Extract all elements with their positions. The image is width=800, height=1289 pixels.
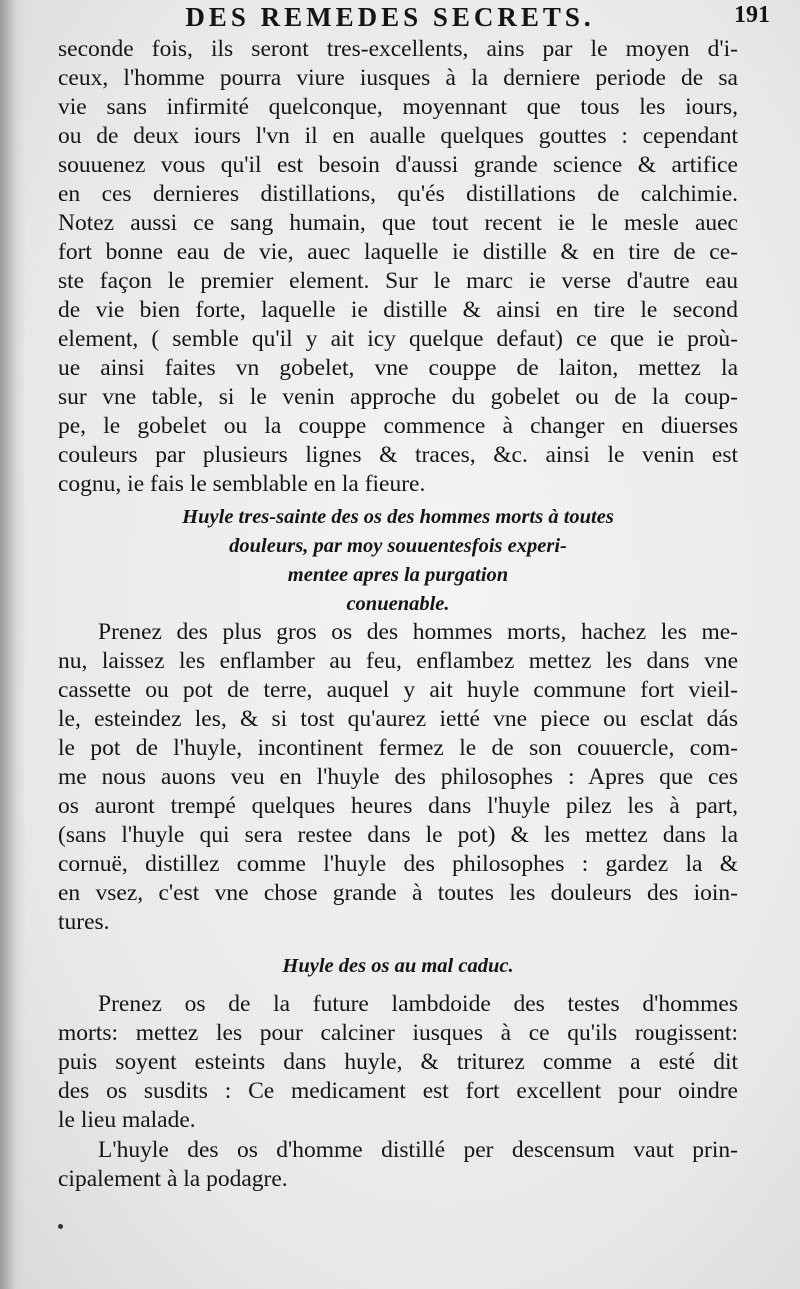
text-line: des os susdits : Ce medicament est fort excellent pour oindre <box>58 1078 738 1104</box>
text-line: souuenez vous qu'il est besoin d'aussi grande science & artifice <box>58 152 738 178</box>
text-line: fort bonne eau de vie, auec laquelle ie distille & en tire de ce- <box>58 239 738 265</box>
text-line: os auront trempé quelques heures dans l'huyle pilez les à part, <box>58 793 738 819</box>
text-line: cornuë, distillez comme l'huyle des philosophes : gardez la & <box>58 851 738 877</box>
text-line: (sans l'huyle qui sera restee dans le pot) & les mettez dans la <box>58 822 738 848</box>
text-line: cipalement à la podagre. <box>58 1166 288 1192</box>
text-line: ou de deux iours l'vn il en aualle quelques gouttes : cependant <box>58 123 738 149</box>
text-line: puis soyent esteints dans huyle, & triturez comme a esté dit <box>58 1049 738 1075</box>
binding-gutter <box>0 0 26 1289</box>
text-line: le pot de l'huyle, incontinent fermez le de son couuercle, com- <box>58 735 738 761</box>
text-line: cassette ou pot de terre, auquel y ait huyle commune fort vieil- <box>58 677 738 703</box>
text-line: couleurs par plusieurs lignes & traces, &c. ainsi le venin est <box>58 442 738 468</box>
heading-line: Huyle des os au mal caduc. <box>282 955 514 977</box>
paragraph <box>58 618 738 937</box>
paragraph <box>58 1136 738 1194</box>
text-line: Prenez des plus gros os des hommes morts, hachez les me- <box>98 619 738 645</box>
text-line: seconde fois, ils seront tres-excellents, ains par le moyen d'i- <box>58 36 738 62</box>
text-line: de vie bien forte, laquelle ie distille & ainsi en tire le second <box>58 297 738 323</box>
text-line: ste façon le premier element. Sur le marc ie verse d'autre eau <box>58 268 738 294</box>
text-line: le, esteindez les, & si tost qu'aurez ietté vne piece ou esclat dás <box>58 706 738 732</box>
text-line: tures. <box>58 909 110 935</box>
text-line: Prenez os de la future lambdoide des testes d'hommes <box>98 991 738 1017</box>
text-line: element, ( semble qu'il y ait icy quelque defaut) ce que ie proù- <box>58 326 738 352</box>
running-header: DES REMEDES SECRETS. <box>185 2 595 32</box>
ink-dot <box>58 1224 63 1229</box>
text-line: sur vne table, si le venin approche du gobelet ou de la coup- <box>58 384 738 410</box>
text-line: nu, laissez les enflamber au feu, enflambez mettez les dans vne <box>58 648 738 674</box>
text-line: L'huyle des os d'homme distillé per descensum vaut prin- <box>98 1137 738 1163</box>
paragraph <box>58 990 738 1135</box>
text-line: Notez aussi ce sang humain, que tout recent ie le mesle auec <box>58 210 738 236</box>
text-line: cognu, ie fais le semblable en la fieure. <box>58 471 426 497</box>
heading-line: conuenable. <box>346 593 450 615</box>
text-line: vie sans infirmité quelconque, moyennant que tous les iours, <box>58 94 738 120</box>
text-line: le lieu malade. <box>58 1107 196 1133</box>
section-heading <box>58 952 738 981</box>
page-number: 191 <box>734 2 770 28</box>
text-line: morts: mettez les pour calciner iusques à ce qu'ils rougissent: <box>58 1020 738 1046</box>
text-line: ue ainsi faites vn gobelet, vne couppe de laiton, mettez la <box>58 355 738 381</box>
text-line: en ces dernieres distillations, qu'és distillations de calchimie. <box>58 181 738 207</box>
text-line: ceux, l'homme pourra viure iusques à la derniere periode de sa <box>58 65 738 91</box>
heading-line: mentee apres la purgation <box>287 564 509 586</box>
heading-line: Huyle tres-sainte des os des hommes morts à toutes <box>182 506 614 528</box>
heading-line: douleurs, par moy souuentesfois experi- <box>229 535 567 557</box>
text-line: pe, le gobelet ou la couppe commence à changer en diuerses <box>58 413 738 439</box>
section-heading <box>58 503 738 619</box>
text-line: me nous auons veu en l'huyle des philosophes : Apres que ces <box>58 764 738 790</box>
text-line: en vsez, c'est vne chose grande à toutes les douleurs des ioin- <box>58 880 738 906</box>
paragraph-continued <box>58 35 738 499</box>
